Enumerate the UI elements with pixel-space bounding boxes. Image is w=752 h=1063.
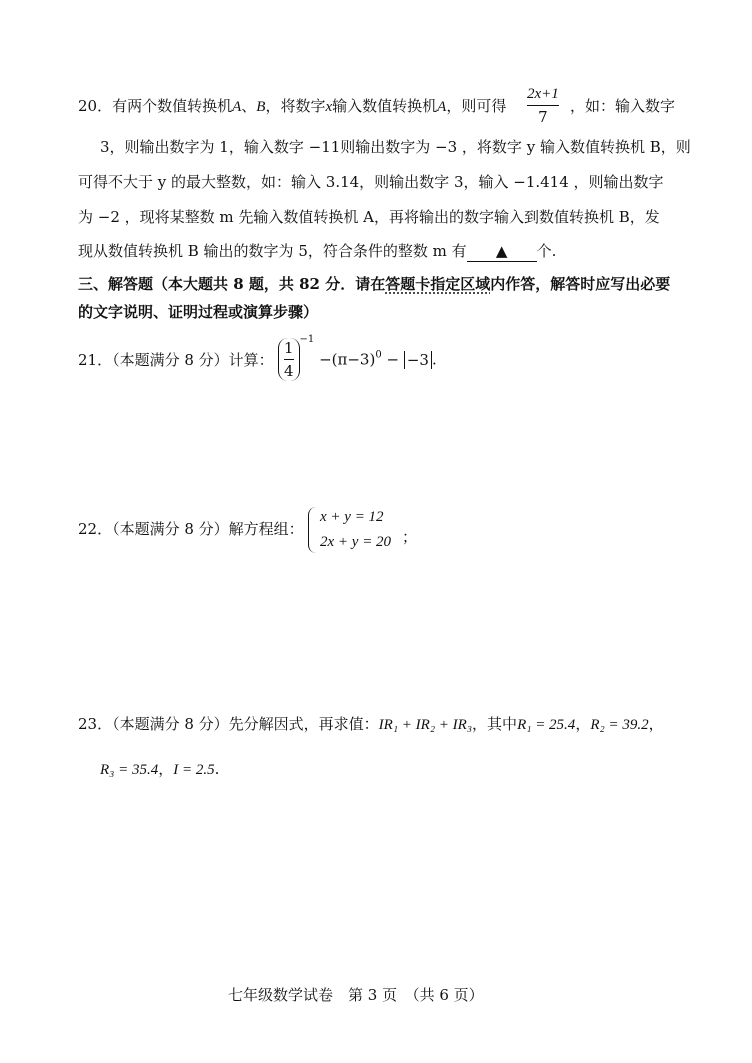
- section3-line-2: 的文字说明、证明过程或演算步骤）: [78, 303, 319, 321]
- q21-rest-b: −: [386, 350, 400, 369]
- q21-paren-fraction: [278, 338, 300, 381]
- q21-frac-bar: [284, 359, 294, 360]
- q21-rest-a: −(π−3): [319, 350, 376, 369]
- q21-exponent: −1: [299, 334, 315, 345]
- q22-end: ；: [402, 528, 418, 546]
- q22-eq-1: x + y = 12: [320, 509, 384, 525]
- q20-var-x: x: [325, 99, 333, 115]
- q22-eq-2: 2x + y = 20: [320, 534, 392, 550]
- q23-line-1: [78, 714, 664, 735]
- q20-text-1a: 20．有两个数值转换机: [78, 97, 233, 115]
- page-footer: 七年级数学试卷 第 3 页 （共 6 页）: [228, 986, 484, 1004]
- q23-line2-end: .: [214, 760, 220, 778]
- q20-text-1d: ，则可得: [446, 97, 507, 115]
- q23-r2: R₂ = 39.2: [590, 717, 649, 733]
- q23-r3: R₃ = 35.4: [100, 762, 159, 778]
- q20-line-1-end: [570, 96, 675, 116]
- q23-i: I = 2.5: [173, 762, 215, 778]
- q20-var-b: B: [256, 99, 266, 115]
- q23-label: 23．（本题满分 8 分）先分解因式，再求值：: [78, 715, 379, 733]
- section3-text-1b: 内作答，解答时应写出必要: [490, 275, 671, 293]
- q20-fraction: [527, 84, 559, 127]
- q20-answer-blank[interactable]: ▲: [467, 241, 537, 262]
- q20-frac-bar: [527, 105, 559, 106]
- q20-line-1: [78, 96, 506, 117]
- q22-equation-system: [308, 505, 391, 555]
- q20-line-3: 可得不大于 y 的最大整数，如：输入 3.14，则输出数字 3，输入 −1.414 ，则输出数字: [78, 173, 664, 191]
- q23-mid: ，其中: [472, 715, 518, 733]
- q20-text-1b: ，将数字: [265, 97, 326, 115]
- q20-line-5: [78, 241, 556, 262]
- q23-expression: IR₁ + IR₂ + IR₃: [378, 717, 473, 733]
- q20-sep: 、: [241, 97, 257, 115]
- q23-sep2: ，: [158, 760, 174, 778]
- q21-rest-exponent: 0: [375, 349, 382, 361]
- q21-frac-den: 4: [284, 362, 294, 380]
- q20-line-2: 3，则输出数字为 1，输入数字 −11则输出数字为 −3 ，将数字 y 输入数值转换机 B，则: [100, 138, 691, 156]
- q21-label: 21．（本题满分 8 分）计算：: [78, 351, 274, 369]
- q20-line-4: 为 −2 ，现将某整数 m 先输入数值转换机 A，再将输出的数字输入到数值转换机 B，发: [78, 208, 660, 226]
- q21-end: .: [431, 350, 437, 369]
- q20-text-1c: 输入数值转换机: [332, 97, 438, 115]
- q22-brace: [308, 507, 317, 553]
- q21-abs-value: −3: [404, 351, 432, 369]
- q23-line-2: [100, 759, 219, 780]
- section3-dotted-text: 答题卡指定区域: [385, 275, 491, 293]
- q21-expression: [278, 334, 437, 381]
- q23-r1: R₁ = 25.4: [517, 717, 576, 733]
- q20-var-a: A: [232, 99, 242, 115]
- q20-text-5a: 现从数值转换机 B 输出的数字为 5，符合条件的整数 m 有: [78, 242, 467, 260]
- q20-frac-den: 7: [538, 108, 548, 126]
- q23-line1-end: ，: [648, 715, 664, 733]
- section3-line-1: [78, 274, 670, 294]
- q20-var-a2: A: [437, 99, 447, 115]
- q20-text-1e: ，如：输入数字: [570, 97, 676, 115]
- q23-sep: ，: [575, 715, 591, 733]
- q20-text-5b: 个.: [536, 242, 557, 260]
- section3-text-1a: 三、解答题（本大题共 8 题，共 82 分．请在: [78, 275, 386, 293]
- q20-frac-num: 2x+1: [527, 86, 559, 102]
- q21-frac-num: 1: [284, 339, 294, 357]
- q22-label: 22．（本题满分 8 分）解方程组：: [78, 520, 304, 538]
